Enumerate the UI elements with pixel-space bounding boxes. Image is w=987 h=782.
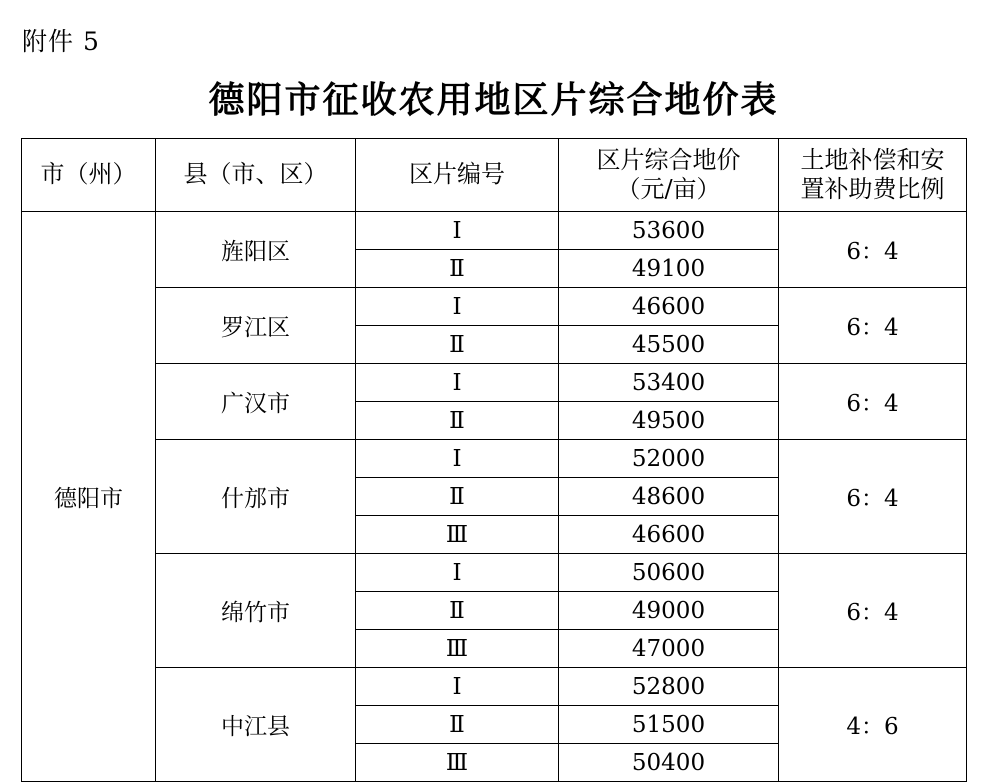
cell-price: 49500 [559, 402, 779, 440]
cell-zone: Ⅱ [356, 706, 559, 744]
cell-price: 52800 [559, 668, 779, 706]
header-ratio-line2: 置补助费比例 [800, 175, 945, 203]
cell-ratio: 6：4 [779, 440, 967, 554]
cell-zone: Ⅰ [356, 364, 559, 402]
table-row [22, 668, 967, 706]
cell-zone: Ⅰ [356, 668, 559, 706]
cell-zone: Ⅱ [356, 478, 559, 516]
header-county: 县（市、区） [156, 139, 356, 212]
table-body [22, 212, 967, 782]
cell-ratio: 6：4 [779, 554, 967, 668]
cell-zone: Ⅲ [356, 516, 559, 554]
cell-zone: Ⅱ [356, 326, 559, 364]
header-zone: 区片编号 [356, 139, 559, 212]
cell-price: 53600 [559, 212, 779, 250]
cell-ratio: 6：4 [779, 288, 967, 364]
cell-price: 46600 [559, 516, 779, 554]
cell-zone: Ⅱ [356, 592, 559, 630]
cell-ratio: 6：4 [779, 212, 967, 288]
header-ratio-line1: 土地补偿和安 [800, 146, 945, 175]
land-price-table [21, 138, 967, 782]
table-row [22, 554, 967, 592]
header-price-line1: 区片综合地价 [596, 146, 741, 175]
table-row [22, 440, 967, 478]
cell-county: 罗江区 [156, 288, 356, 364]
cell-county: 中江县 [156, 668, 356, 782]
cell-zone: Ⅱ [356, 250, 559, 288]
cell-price: 50600 [559, 554, 779, 592]
cell-zone: Ⅰ [356, 212, 559, 250]
attachment-label: 附件 5 [22, 27, 100, 56]
header-city: 市（州） [22, 139, 156, 212]
header-ratio [779, 139, 967, 212]
table-header-row [22, 139, 967, 212]
cell-zone: Ⅰ [356, 554, 559, 592]
cell-price: 47000 [559, 630, 779, 668]
cell-price: 53400 [559, 364, 779, 402]
cell-price: 48600 [559, 478, 779, 516]
cell-price: 52000 [559, 440, 779, 478]
table-row [22, 212, 967, 250]
cell-city: 德阳市 [22, 212, 156, 782]
table-row [22, 364, 967, 402]
cell-county: 绵竹市 [156, 554, 356, 668]
page-title: 德阳市征收农用地区片综合地价表 [208, 79, 779, 121]
header-price [559, 139, 779, 212]
cell-price: 49000 [559, 592, 779, 630]
cell-ratio: 4：6 [779, 668, 967, 782]
cell-zone: Ⅱ [356, 402, 559, 440]
cell-zone: Ⅰ [356, 440, 559, 478]
cell-zone: Ⅲ [356, 744, 559, 782]
cell-price: 51500 [559, 706, 779, 744]
table-row [22, 288, 967, 326]
cell-price: 45500 [559, 326, 779, 364]
cell-zone: Ⅲ [356, 630, 559, 668]
cell-county: 什邡市 [156, 440, 356, 554]
cell-price: 50400 [559, 744, 779, 782]
cell-county: 旌阳区 [156, 212, 356, 288]
cell-price: 49100 [559, 250, 779, 288]
header-price-line2: （元/亩） [616, 175, 721, 203]
cell-price: 46600 [559, 288, 779, 326]
cell-county: 广汉市 [156, 364, 356, 440]
cell-ratio: 6：4 [779, 364, 967, 440]
cell-zone: Ⅰ [356, 288, 559, 326]
